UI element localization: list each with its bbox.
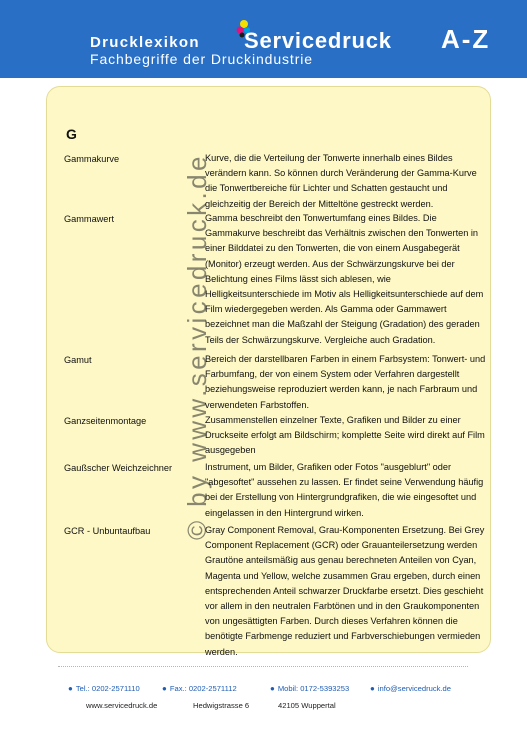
entry-definition: Bereich der darstellbaren Farben in einem Farbsystem: Tonwert- und Farbumfang, der von einem System oder Verfahren dargestellt beziehungsweise reproduziert werden kann, je nach Farbraum und verwendeten Farbstoffen. <box>205 354 486 410</box>
footer-divider <box>58 666 468 668</box>
footer-fax <box>162 684 237 693</box>
fax-text: Fax.: 0202-2571112 <box>169 684 237 693</box>
section-letter: G <box>66 126 77 142</box>
footer-mobil <box>270 684 349 693</box>
az-label: A-Z <box>441 24 491 54</box>
logo-text: Servicedruck <box>244 28 392 53</box>
entry-definition: Instrument, um Bilder, Grafiken oder Fotos "ausgeblurt" oder "abgesoftet" aussehen zu lassen. Er findet seine Verwendung häufig bei der Erstellung von Hintergrundgrafiken, die wie eingesoftet und eingelassen in den Hintergrund wirken. <box>205 462 484 518</box>
entry-term: Gamut <box>64 355 92 365</box>
entry-term: Gammawert <box>64 214 115 224</box>
email-link[interactable]: info@servicedruck.de <box>377 684 451 693</box>
bullet-icon: ● <box>370 684 375 693</box>
website-link[interactable]: www.servicedruck.de <box>86 701 158 710</box>
servicedruck-logo <box>238 24 418 54</box>
header-title: Drucklexikon <box>90 34 200 51</box>
footer-email[interactable] <box>370 684 451 693</box>
entry-term: Gammakurve <box>64 154 120 164</box>
city-text: 42105 Wuppertal <box>278 701 336 710</box>
tel-text: Tel.: 0202-2571110 <box>75 684 140 693</box>
entry-term: GCR - Unbuntaufbau <box>64 526 151 536</box>
watermark-text: © by www.servicedruck.de <box>182 153 212 540</box>
bullet-icon: ● <box>162 684 167 693</box>
street-text: Hedwigstrasse 6 <box>193 701 250 710</box>
bullet-icon: ● <box>270 684 275 693</box>
footer-tel <box>68 684 140 693</box>
entry-definition: Zusammenstellen einzelner Texte, Grafiken und Bilder zu einer Druckseite erfolgt am Bildschirm; komplette Seite wird direkt auf Film ausgegeben <box>205 415 485 456</box>
bullet-icon: ● <box>68 684 73 693</box>
entry-definition: Gray Component Removal, Grau-Komponenten Ersetzung. Bei Grey Component Replacement (GCR) oder Grauanteilersetzung werden Grautöne anteilsmäßig aus genau berechneten Anteilen von Cyan, Magenta und Yellow, welche zusammen Grau ergeben, durch einen entsprechenden Anteil schwarzer Druckfarbe ersetzt. Dies geschieht vor allem in den neutralen Farbtönen und in den Graukomponenten von ungesättigten Farben. Durch dieses Verfahren können die benötigte Farbmenge reduziert und Farbverschiebungen vermieden werden. <box>205 525 485 657</box>
entry-term: Gaußscher Weichzeichner <box>64 463 173 473</box>
header-subtitle: Fachbegriffe der Druckindustrie <box>90 51 313 67</box>
header-banner <box>0 0 527 78</box>
mobil-text: Mobil: 0172-5393253 <box>277 684 350 693</box>
entry-term: Ganzseitenmontage <box>64 416 147 426</box>
entry-definition: Kurve, die die Verteilung der Tonwerte innerhalb eines Bildes verändern kann. So können durch Veränderung der Gamma-Kurve die Tonwertbereiche für Lichter und Schatten gestaucht und gleichzeitig der Bereich der Mitteltöne gestreckt werden. <box>205 153 477 209</box>
entry-definition: Gamma beschreibt den Tonwertumfang eines Bildes. Die Gammakurve beschreibt das Verhältnis zwischen den Tonwerten in einer Bilddatei zu den Tonwerten, die von einem Ausgabegerät (Monitor) erzeugt werden. Aus der Schwärzungskurve bei der Belichtung eines Films lässt sich ablesen, wie Helligkeitsunterschiede im Motiv als Helligkeitsunterschiede auf dem Film wiedergegeben werden. Als Gamma oder Gammawert bezeichnet man die Maßzahl der Steigung (Gradation) des geraden Teils der Schwärzungskurve. Vergleiche auch Gradation. <box>205 213 484 345</box>
